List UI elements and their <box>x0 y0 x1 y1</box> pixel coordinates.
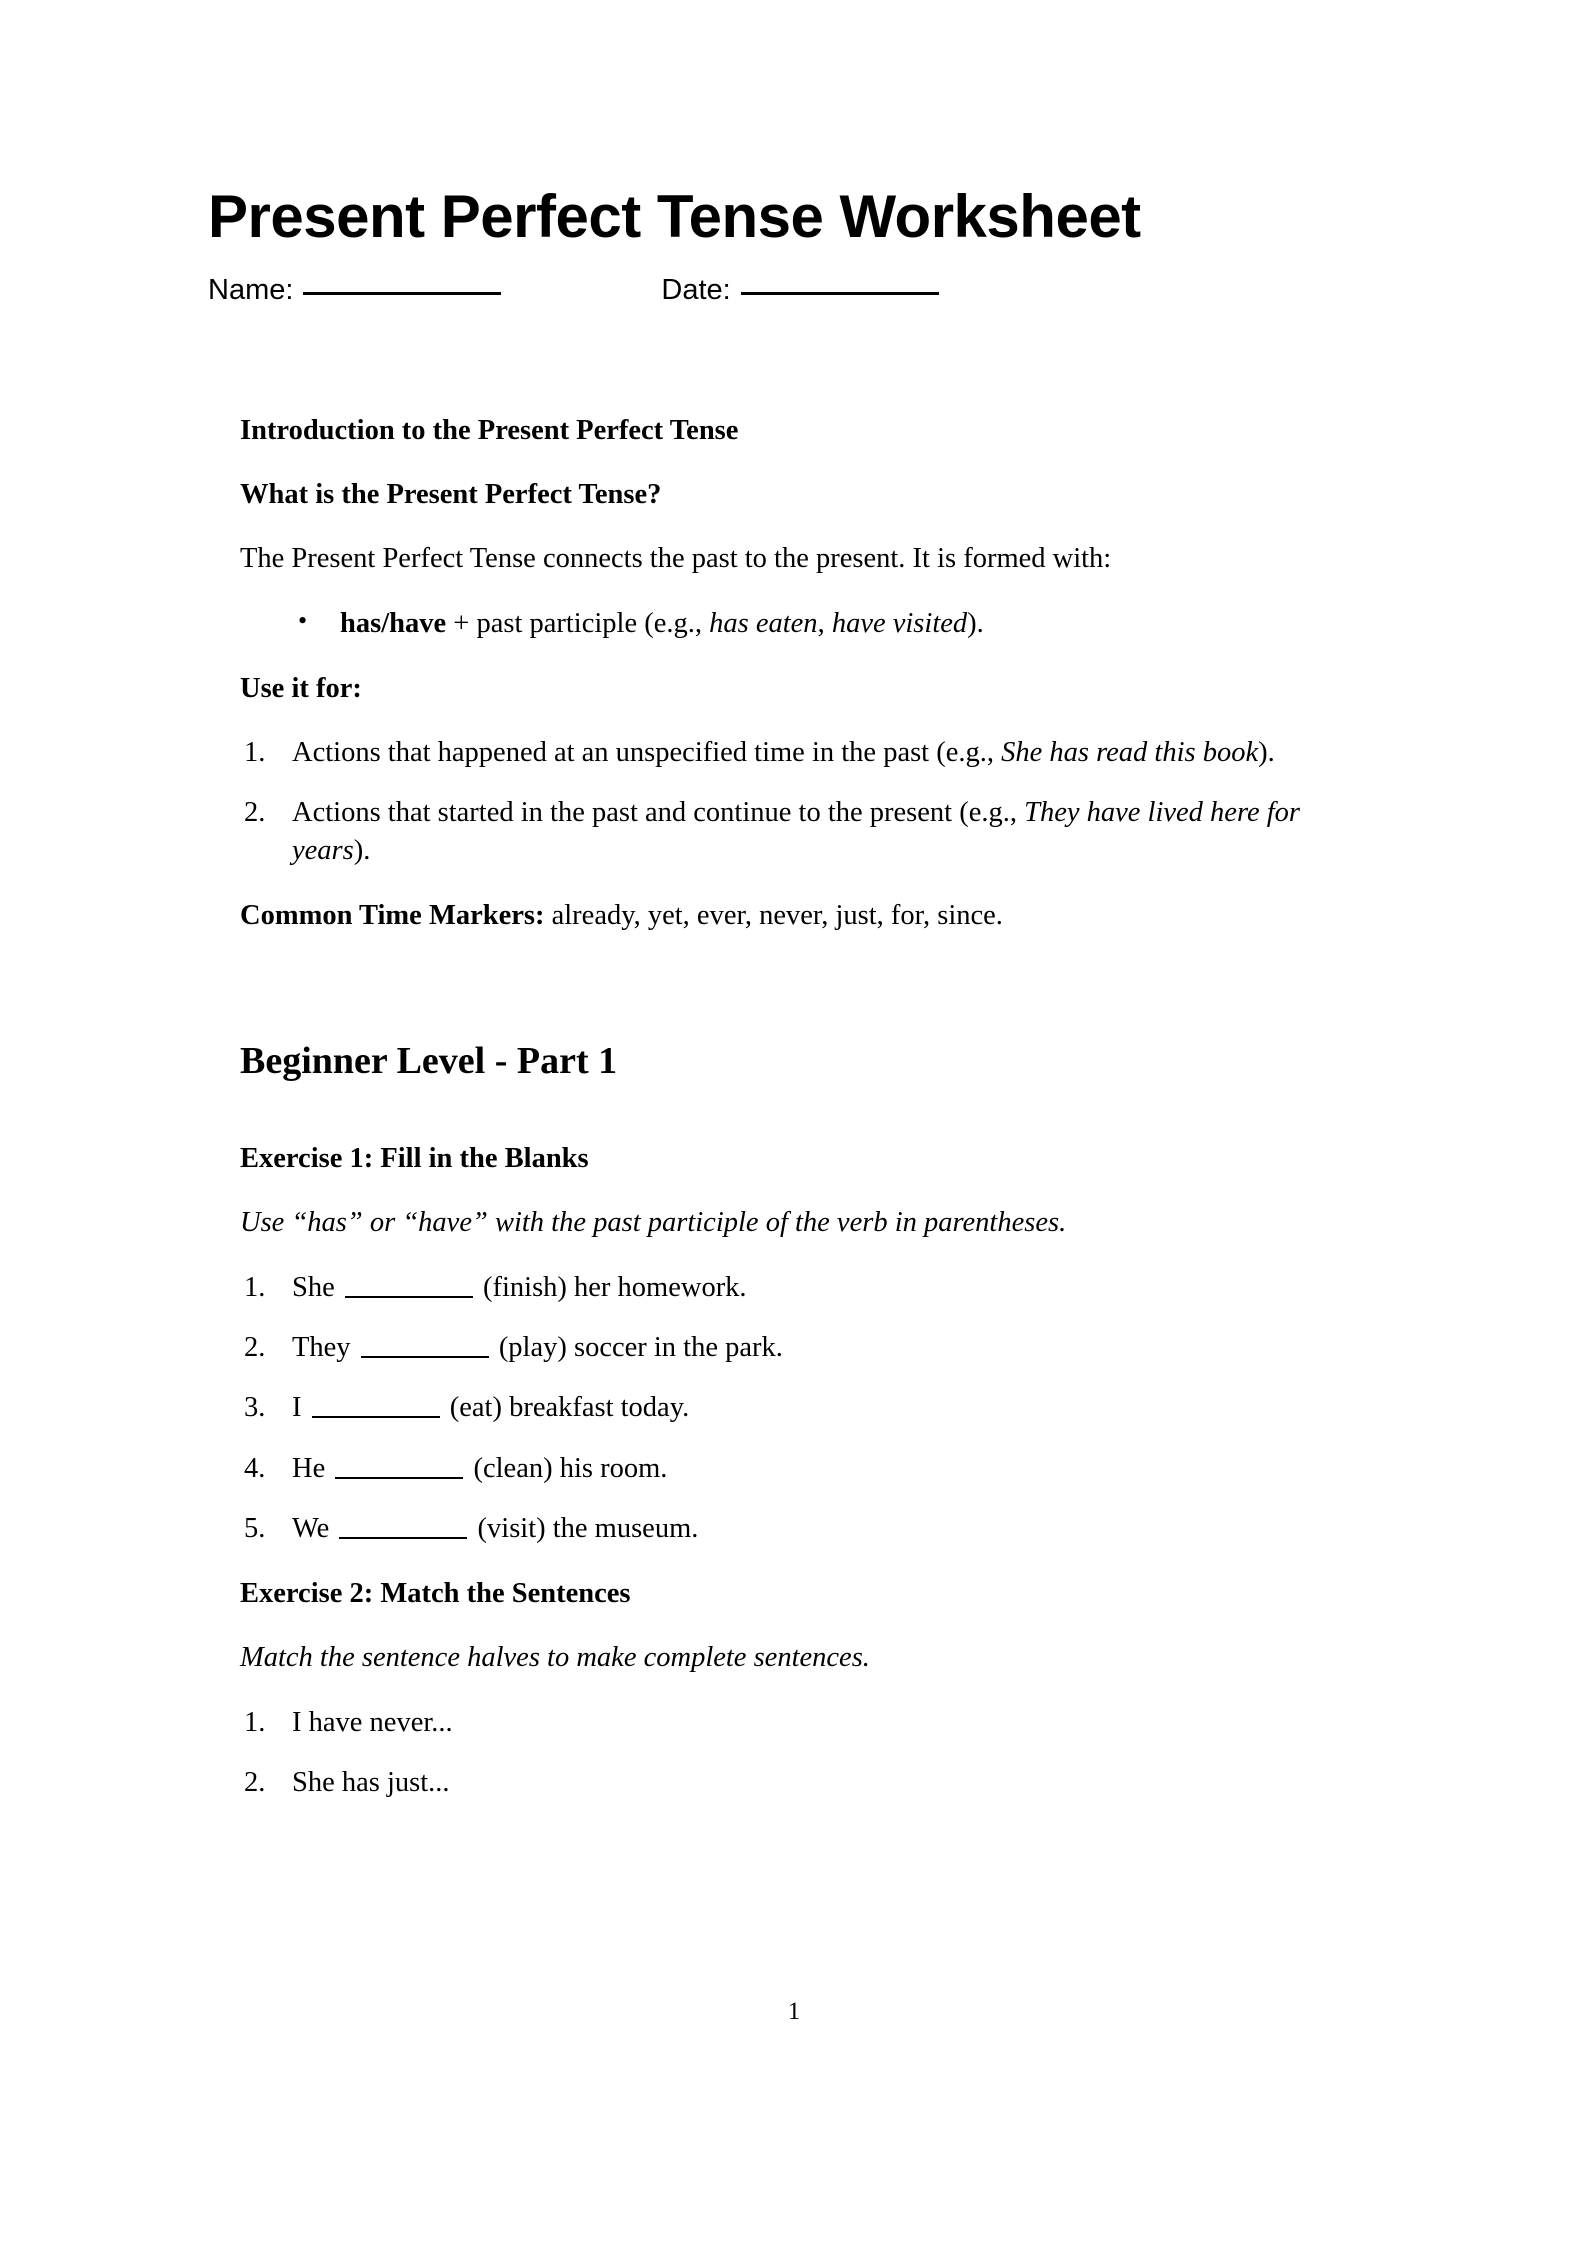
spacer-11 <box>240 1612 1350 1639</box>
q3-after: (eat) breakfast today. <box>442 1392 690 1424</box>
time-markers-value: already, yet, ever, never, just, for, since. <box>544 900 1003 932</box>
document-content <box>208 183 1350 1802</box>
formula-example-2: have visited <box>831 607 968 639</box>
formula-mid: , <box>817 607 832 639</box>
q4-before: He <box>292 1452 333 1484</box>
spacer-1 <box>240 449 1350 476</box>
time-markers-line <box>240 897 1350 935</box>
q1-before: She <box>292 1272 342 1304</box>
formula-list <box>240 605 1350 643</box>
list-item <box>240 794 1350 870</box>
intro-heading: Introduction to the Present Perfect Tense <box>240 415 739 447</box>
intro-definition: The Present Perfect Tense connects the past to the present. It is formed with: <box>240 543 1112 575</box>
use-it-for-heading: Use it for: <box>240 672 362 704</box>
spacer-8 <box>240 1177 1350 1204</box>
beginner-part-heading: Beginner Level - Part 1 <box>240 1039 618 1082</box>
formula-rest: + past participle (e.g., <box>446 607 710 639</box>
name-blank-field[interactable] <box>303 291 501 295</box>
time-markers-label: Common Time Markers: <box>240 900 545 932</box>
list-item <box>240 1389 1350 1427</box>
formula-end: ). <box>967 607 984 639</box>
page-title: Present Perfect Tense Worksheet <box>208 183 1141 250</box>
page-number: 1 <box>787 1998 801 2025</box>
date-blank-field[interactable] <box>741 291 939 295</box>
formula-bold: has/have <box>340 607 447 639</box>
answer-blank[interactable] <box>335 1451 463 1479</box>
list-item <box>240 734 1350 772</box>
spacer-5 <box>240 707 1350 734</box>
list-item: She has just... <box>292 1766 450 1798</box>
q5-after: (visit) the museum. <box>470 1512 699 1544</box>
q4-after: (clean) his room. <box>466 1452 668 1484</box>
date-label: Date: <box>661 274 731 306</box>
intro-subheading: What is the Present Perfect Tense? <box>240 479 662 511</box>
list-item <box>240 605 1350 643</box>
spacer-12 <box>240 1677 1350 1704</box>
use-example-1: She has read this book <box>1001 736 1259 768</box>
spacer-before-part <box>240 935 1350 1039</box>
list-item <box>240 1510 1350 1548</box>
q2-before: They <box>292 1332 358 1364</box>
spacer-4 <box>240 643 1350 670</box>
spacer-7 <box>240 1084 1350 1140</box>
exercise-1-heading: Exercise 1: Fill in the Blanks <box>240 1143 589 1175</box>
use-example-2: They have lived here for years <box>292 796 1301 866</box>
list-item <box>240 1269 1350 1307</box>
exercise-2-heading: Exercise 2: Match the Sentences <box>240 1577 631 1609</box>
q2-after: (play) soccer in the park. <box>491 1332 783 1364</box>
spacer-6 <box>240 870 1350 897</box>
spacer-3 <box>240 578 1350 605</box>
spacer-10 <box>240 1548 1350 1575</box>
exercise-1-instruction: Use “has” or “have” with the past participle of the verb in parentheses. <box>240 1207 1067 1239</box>
q5-before: We <box>292 1512 337 1544</box>
exercise-2-items <box>240 1704 1350 1802</box>
spacer-2 <box>240 513 1350 540</box>
formula-example-1: has eaten <box>709 607 818 639</box>
exercise-1-items <box>240 1269 1350 1548</box>
list-item <box>240 1450 1350 1488</box>
uses-list <box>240 734 1350 871</box>
name-date-row <box>208 272 1350 308</box>
use-lead-2: Actions that started in the past and continue to the present (e.g., <box>292 796 1025 828</box>
spacer-9 <box>240 1242 1350 1269</box>
list-item <box>240 1329 1350 1367</box>
name-label: Name: <box>208 274 294 306</box>
q3-before: I <box>292 1392 309 1424</box>
q1-after: (finish) her homework. <box>475 1272 747 1304</box>
spacer-after-header <box>240 308 1350 412</box>
exercise-2-instruction: Match the sentence halves to make complete sentences. <box>240 1642 870 1674</box>
answer-blank[interactable] <box>339 1511 467 1539</box>
list-item: I have never... <box>292 1706 453 1738</box>
use-tail-2: ). <box>353 834 371 866</box>
answer-blank[interactable] <box>312 1391 440 1419</box>
answer-blank[interactable] <box>345 1270 473 1298</box>
answer-blank[interactable] <box>361 1331 489 1359</box>
use-tail-1: ). <box>1258 736 1275 768</box>
use-lead-1: Actions that happened at an unspecified time in the past (e.g., <box>292 736 1002 768</box>
